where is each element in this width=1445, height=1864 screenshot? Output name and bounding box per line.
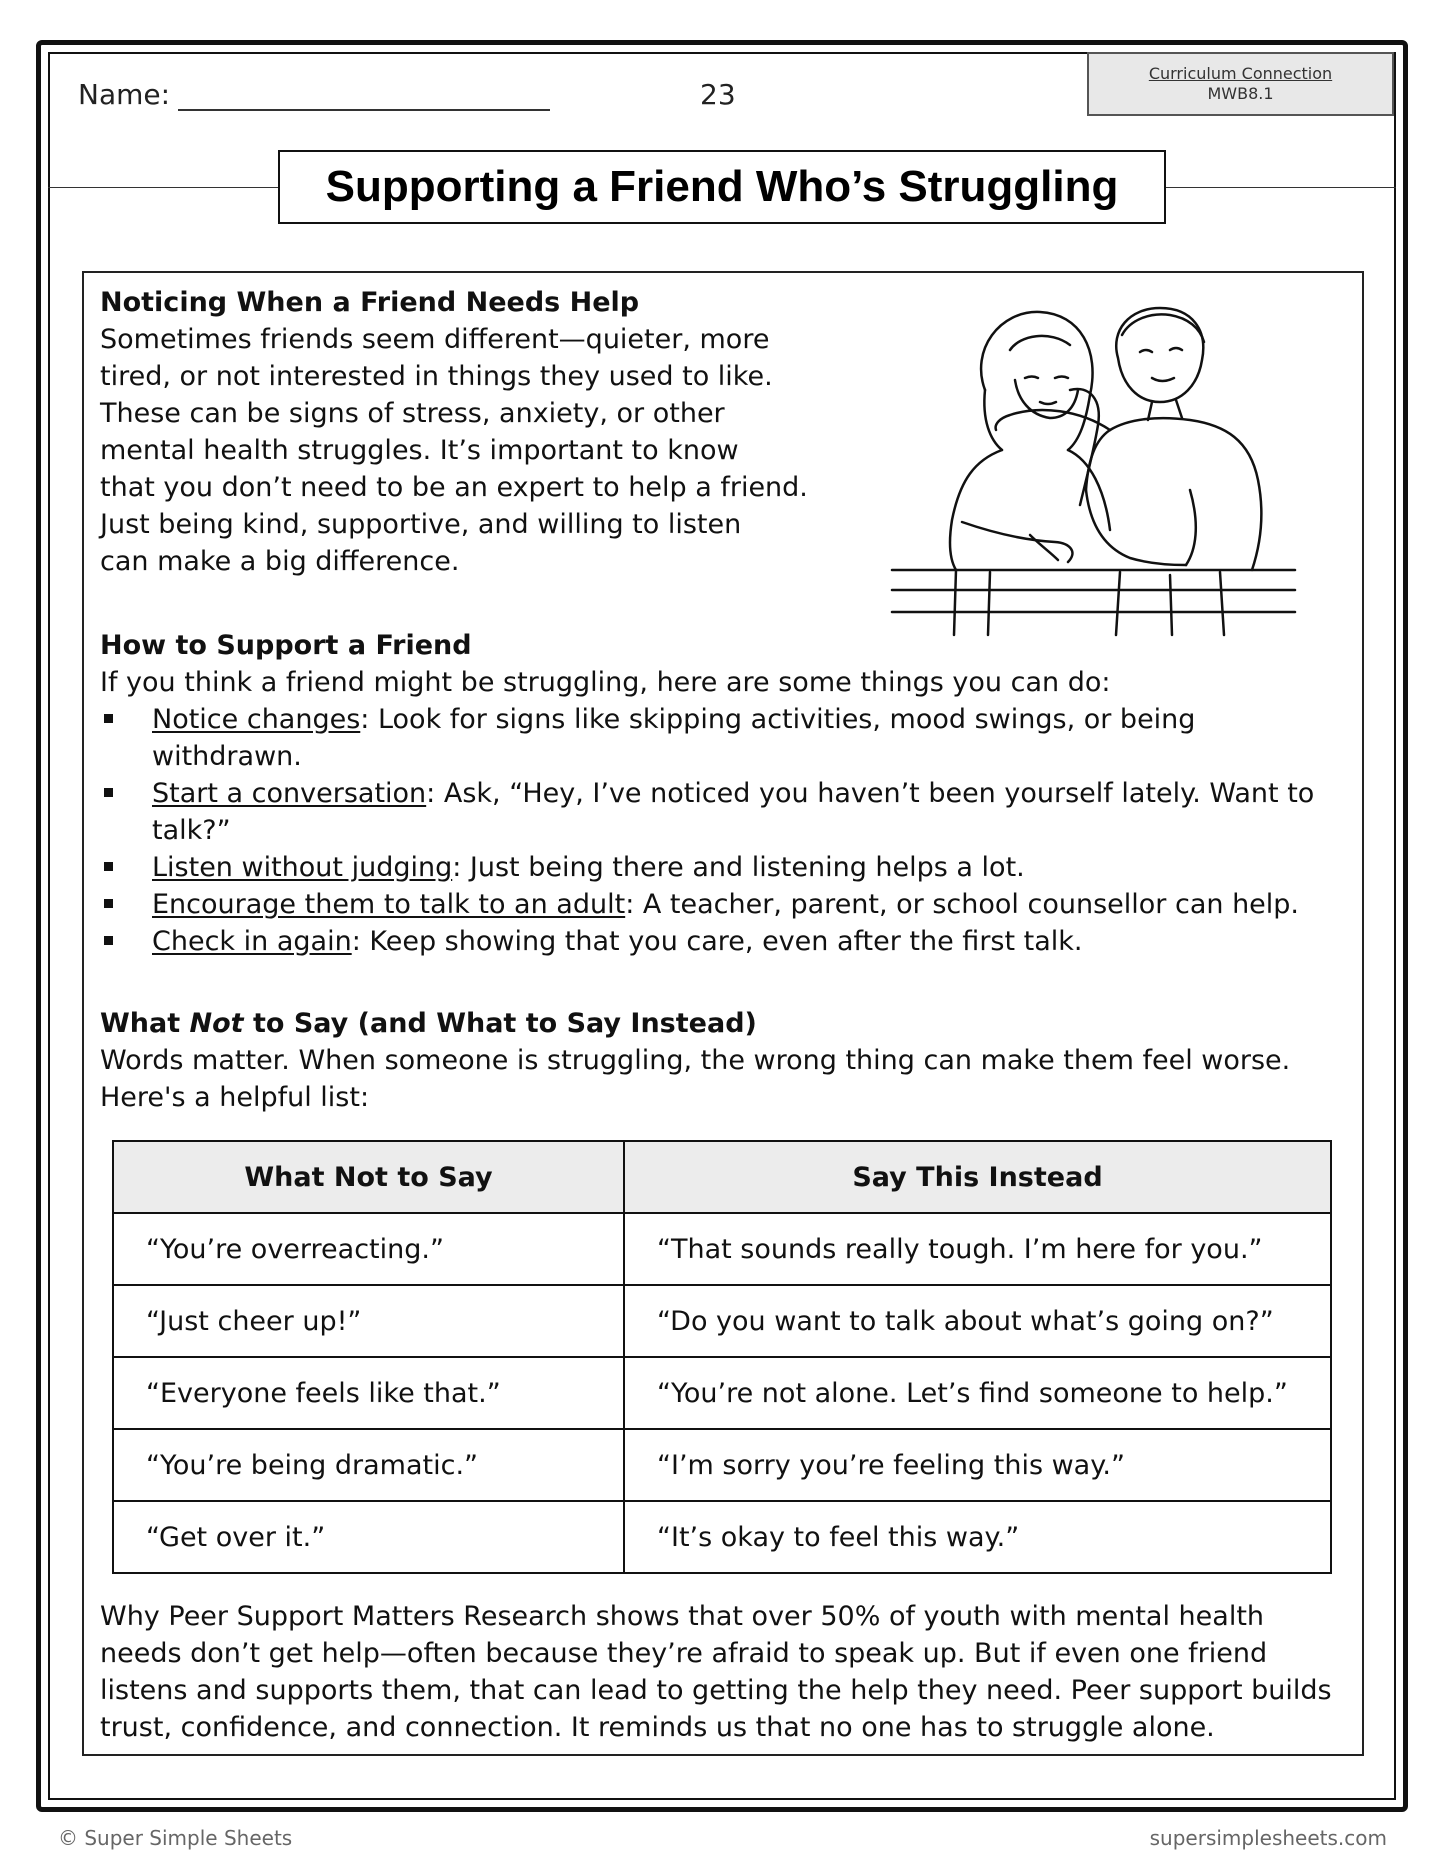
table-row — [113, 1501, 1331, 1573]
paragraph-line: Sometimes friends seem different—quieter, more — [100, 324, 770, 355]
section-heading-support: How to Support a Friend — [100, 630, 472, 661]
bullet-icon — [104, 936, 113, 945]
cell-not: “Everyone feels like that.” — [113, 1357, 624, 1429]
copyright-notice: © Super Simple Sheets — [58, 1826, 293, 1850]
list-item — [100, 886, 1340, 923]
curriculum-code: MWB8.1 — [1207, 84, 1274, 103]
list-item-term: Start a conversation — [152, 778, 427, 809]
cell-instead: “I’m sorry you’re feeling this way.” — [624, 1429, 1331, 1501]
table-row — [113, 1213, 1331, 1285]
section-closing — [100, 1598, 1350, 1746]
paragraph-line: trust, confidence, and connection. It reminds us that no one has to struggle alone. — [100, 1712, 1215, 1743]
section-noticing — [100, 284, 820, 580]
table-row — [113, 1285, 1331, 1357]
say-instead-table — [112, 1140, 1332, 1574]
cell-instead: “Do you want to talk about what’s going on?” — [624, 1285, 1331, 1357]
name-field[interactable] — [78, 78, 550, 111]
bullet-icon — [104, 714, 113, 723]
paragraph-line: These can be signs of stress, anxiety, or other — [100, 398, 725, 429]
paragraph-line: Here's a helpful list: — [100, 1082, 370, 1113]
table-header-row — [113, 1141, 1331, 1213]
paragraph-line: that you don’t need to be an expert to help a friend. — [100, 472, 808, 503]
list-item-text: : Keep showing that you care, even after the first talk. — [351, 926, 1083, 957]
section-how-to-support — [100, 627, 1340, 960]
list-item — [100, 923, 1340, 960]
list-item-text: : A teacher, parent, or school counsellor can help. — [625, 889, 1300, 920]
paragraph-line: Just being kind, supportive, and willing to listen — [100, 509, 742, 540]
curriculum-connection-box — [1087, 52, 1394, 116]
paragraph-line: Words matter. When someone is struggling, the wrong thing can make them feel worse. — [100, 1045, 1291, 1076]
paragraph-line: Why Peer Support Matters Research shows that over 50% of youth with mental health — [100, 1601, 1265, 1632]
list-item-term: Check in again — [152, 926, 352, 957]
website-link[interactable]: supersimplesheets.com — [1149, 1826, 1387, 1850]
bullet-icon — [104, 899, 113, 908]
heading-part: What — [100, 1008, 190, 1039]
cell-instead: “That sounds really tough. I’m here for you.” — [624, 1213, 1331, 1285]
paragraph-line: mental health struggles. It’s important to know — [100, 435, 739, 466]
page-number: 23 — [700, 78, 736, 111]
name-blank-line[interactable] — [178, 79, 550, 111]
list-item-term: Notice changes — [152, 704, 361, 735]
page-title: Supporting a Friend Who’s Struggling — [325, 162, 1119, 211]
friends-illustration — [890, 290, 1300, 640]
list-item — [100, 775, 1340, 849]
section-heading-what-not — [100, 1005, 1340, 1042]
table-row — [113, 1429, 1331, 1501]
heading-part: to Say (and What to Say Instead) — [243, 1008, 757, 1039]
name-label: Name: — [78, 78, 171, 111]
cell-instead: “You’re not alone. Let’s find someone to help.” — [624, 1357, 1331, 1429]
column-header-not: What Not to Say — [113, 1141, 624, 1213]
heading-emphasis: Not — [189, 1008, 244, 1039]
cell-not: “Just cheer up!” — [113, 1285, 624, 1357]
paragraph-line: tired, or not interested in things they used to like. — [100, 361, 773, 392]
support-list — [100, 701, 1340, 960]
list-item-text: : Just being there and listening helps a lot. — [452, 852, 1025, 883]
paragraph-line: listens and supports them, that can lead to getting the help they need. Peer support builds — [100, 1675, 1332, 1706]
paragraph-line: can make a big difference. — [100, 546, 460, 577]
column-header-instead: Say This Instead — [624, 1141, 1331, 1213]
section-heading-noticing: Noticing When a Friend Needs Help — [100, 287, 640, 318]
cell-instead: “It’s okay to feel this way.” — [624, 1501, 1331, 1573]
title-box — [278, 150, 1166, 224]
list-item-text: : Ask, “Hey, I’ve noticed you haven’t been yourself lately. Want to talk?” — [152, 778, 1315, 846]
list-item — [100, 701, 1340, 775]
curriculum-label: Curriculum Connection — [1148, 64, 1333, 83]
bench-slats — [892, 570, 1295, 612]
cell-not: “Get over it.” — [113, 1501, 624, 1573]
cell-not: “You’re being dramatic.” — [113, 1429, 624, 1501]
paragraph-line: needs don’t get help—often because they’re afraid to speak up. But if even one friend — [100, 1638, 1268, 1669]
section-what-not-to-say — [100, 1005, 1340, 1116]
list-item-term: Listen without judging — [152, 852, 453, 883]
list-item-term: Encourage them to talk to an adult — [152, 889, 626, 920]
cell-not: “You’re overreacting.” — [113, 1213, 624, 1285]
bullet-icon — [104, 862, 113, 871]
list-item-text: : Look for signs like skipping activities, mood swings, or being withdrawn. — [152, 704, 1196, 772]
section-intro: If you think a friend might be struggling, here are some things you can do: — [100, 667, 1111, 698]
bullet-icon — [104, 788, 113, 797]
list-item — [100, 849, 1340, 886]
table-row — [113, 1357, 1331, 1429]
